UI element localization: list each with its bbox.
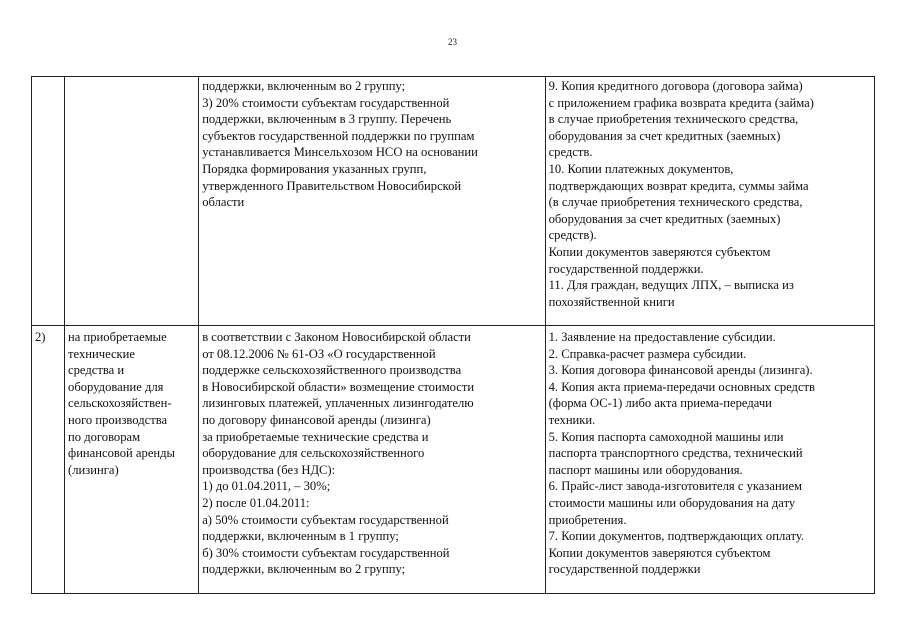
terms-line: лизинговых платежей, уплаченных лизингодателю [202,396,474,411]
terms-line: за приобретаемые технические средства и [202,429,429,444]
documents-line: паспорт машины или оборудования. [548,462,743,477]
terms-line: Порядка формирования указанных групп, [202,161,427,176]
table-row [32,77,875,326]
documents-line: 11. Для граждан, ведущих ЛПХ, – выписка из [548,278,794,293]
documents-line: Копии документов заверяются субъектом [548,244,771,259]
purpose-line: на приобретаемые [68,330,167,344]
documents-line: в случае приобретения технического средства, [548,112,799,127]
purpose-line: сельскохозяйствен- [68,396,172,411]
row-number: 2) [35,330,46,344]
documents-line: с приложением графика возврата кредита (займа) [548,95,814,110]
documents-line: оборудования за счет кредитных (заемных) [548,128,781,143]
terms-line: субъектов государственной поддержки по группам [202,128,475,143]
purpose-line: финансовой аренды [68,446,176,461]
documents-line: 9. Копия кредитного договора (договора займа) [548,79,803,93]
documents-cell [545,77,874,326]
terms-line: 3) 20% стоимости субъектам государственной [202,95,450,110]
terms-line: оборудование для сельскохозяйственного [202,446,425,461]
terms-line: от 08.12.2006 № 61-ОЗ «О государственной [202,346,436,361]
terms-line: устанавливается Минсельхозом НСО на основании [202,145,478,160]
table-row [32,326,875,594]
documents-line: 3. Копия договора финансовой аренды (лизинга). [548,363,813,378]
documents-line: приобретения. [548,512,627,527]
row-number-cell [32,326,65,594]
purpose-line: по договорам [68,429,141,444]
documents-line: государственной поддержки [548,562,701,577]
purpose-line: (лизинга) [68,462,119,477]
documents-line: 4. Копия акта приема-передачи основных средств [548,379,815,394]
subsidy-table [31,76,875,594]
documents-line: подтверждающих возврат кредита, суммы займа [548,178,809,193]
terms-line: по договору финансовой аренды (лизинга) [202,412,431,427]
terms-cell [199,77,545,326]
documents-line: стоимости машины или оборудования на дату [548,495,796,510]
documents-line: (форма ОС-1) либо акта приема-передачи [548,396,772,411]
terms-line: 2) после 01.04.2011: [202,495,310,510]
documents-line: 7. Копии документов, подтверждающих оплату. [548,529,805,544]
documents-line: государственной поддержки. [548,261,704,276]
purpose-cell [65,326,199,594]
terms-line: поддержки, включенным во 2 группу; [202,562,406,577]
purpose-line: ного производства [68,412,168,427]
documents-line: 6. Прайс-лист завода-изготовителя с указанием [548,479,802,494]
purpose-cell [65,77,199,326]
documents-line: Копии документов заверяются субъектом [548,545,771,560]
purpose-line: технические [68,346,136,361]
purpose-line: оборудование для [68,379,164,394]
documents-cell [545,326,874,594]
purpose-line: средства и [68,363,125,378]
documents-line: 10. Копии платежных документов, [548,161,734,176]
documents-line: 5. Копия паспорта самоходной машины или [548,429,784,444]
documents-line: средств). [548,228,597,243]
terms-line: 1) до 01.04.2011, – 30%; [202,479,331,494]
terms-line: б) 30% стоимости субъектам государственной [202,545,450,560]
terms-line: поддержке сельскохозяйственного производства [202,363,462,378]
terms-line: области [202,195,245,210]
documents-line: (в случае приобретения технического средства, [548,195,803,210]
terms-line: в соответствии с Законом Новосибирской области [202,330,471,344]
terms-line: поддержки, включенным в 1 группу; [202,529,399,544]
terms-line: производства (без НДС): [202,462,336,477]
terms-line: а) 50% стоимости субъектам государственной [202,512,449,527]
documents-line: средств. [548,145,593,160]
terms-line: поддержки, включенным в 3 группу. Перечень [202,112,452,127]
documents-line: 1. Заявление на предоставление субсидии. [548,330,776,344]
row-number-cell [32,77,65,326]
documents-line: паспорта транспортного средства, технический [548,446,803,461]
terms-line: в Новосибирской области» возмещение стоимости [202,379,475,394]
terms-line: утвержденного Правительством Новосибирской [202,178,462,193]
documents-line: техники. [548,412,596,427]
documents-line: оборудования за счет кредитных (заемных) [548,211,781,226]
documents-line: похозяйственной книги [548,294,675,309]
page-number: 23 [448,37,457,47]
terms-line: поддержки, включенным во 2 группу; [202,79,406,93]
documents-line: 2. Справка-расчет размера субсидии. [548,346,747,361]
terms-cell [199,326,545,594]
